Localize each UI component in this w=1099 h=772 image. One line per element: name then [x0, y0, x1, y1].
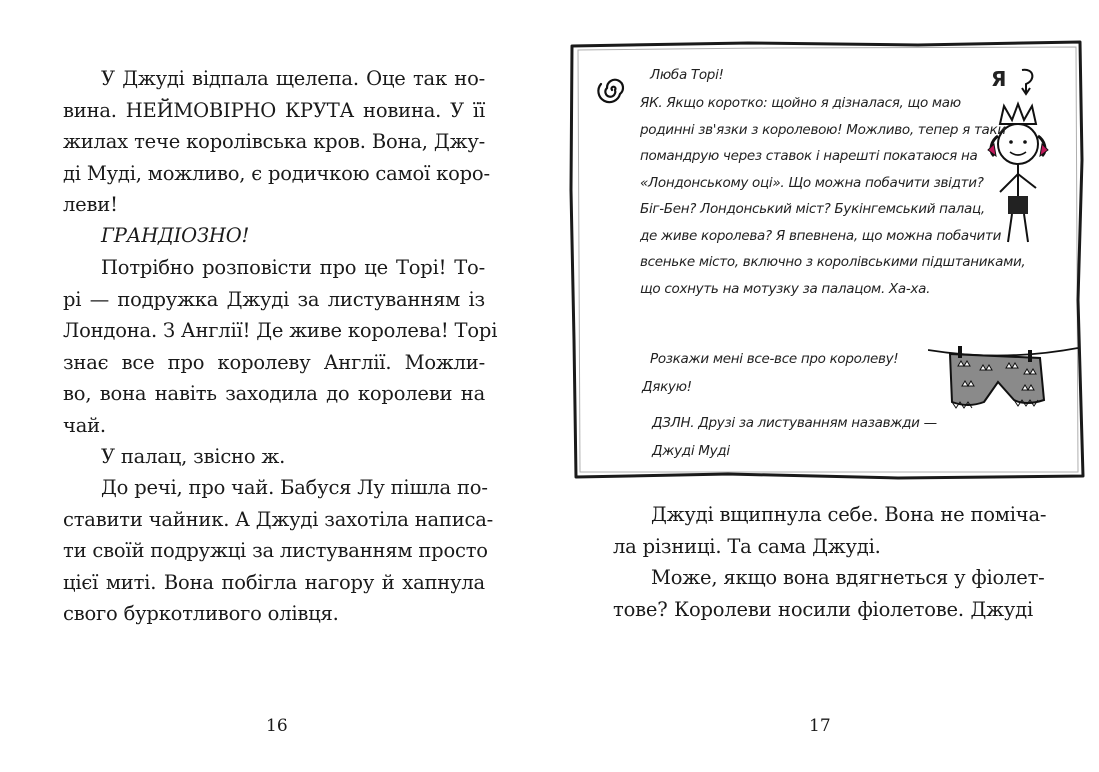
paragraph-2 [101, 220, 485, 252]
text-line: ставити чайник. А Джуді захотіла написа- [63, 507, 494, 531]
text-line: ла різниці. Та сама Джуді. [613, 534, 881, 558]
text-line: цієї миті. Вона побігла нагору й хапнула [63, 570, 485, 594]
corner-mark: Я [991, 67, 1007, 91]
text-line: У палац, звісно ж. [101, 445, 286, 468]
text-line: ГРАНДІОЗНО! [101, 224, 250, 247]
letter-line: родинні зв'язки з королевою! Можливо, тепер я таки [640, 121, 1006, 138]
paragraph-5 [63, 472, 494, 630]
letter-line: помандрую через ставок і нарешті покатаюся на [640, 148, 978, 164]
text-line: во, вона навіть заходила до королеви на [63, 382, 485, 405]
letter-line: що сохнуть на мотузку за палацом. Ха-ха. [640, 280, 931, 297]
paragraph-6 [613, 499, 1047, 562]
text-line: леви! [63, 193, 118, 216]
left-page [0, 0, 549, 772]
text-line: Лондона. З Англії! Де живе королева! Торі [63, 319, 498, 342]
right-page [549, 0, 1099, 772]
text-line: жилах тече королівська кров. Вона, Джу- [63, 130, 485, 153]
text-line: Потрібно розповісти про це Торі! То- [101, 256, 485, 279]
paragraph-1 [63, 63, 490, 221]
text-line: чай. [63, 413, 106, 437]
text-line: Джуді вщипнула себе. Вона не поміча- [651, 503, 1047, 526]
text-line: рі — подружка Джуді за листуванням із [63, 287, 485, 311]
letter-line: де живе королева? Я впевнена, що можна побачити [640, 227, 1002, 244]
letter-thanks: Дякую! [642, 379, 692, 395]
text-line: тове? Королеви носили фіолетове. Джуді [613, 597, 1033, 621]
text-line: ді Муді, можливо, є родичкою самої коро- [63, 161, 490, 185]
letter-line: всеньке місто, включно з королівськими підштаниками, [640, 254, 1026, 270]
letter-line: «Лондонському оці». Що можна побачити звідти? [640, 174, 984, 191]
text-line: вина. НЕЙМОВІРНО КРУТА новина. У її [63, 98, 485, 122]
letter-signature: Джуді Муді [652, 443, 730, 459]
text-line: До речі, про чай. Бабуся Лу пішла по- [101, 476, 488, 499]
paragraph-3 [63, 252, 498, 441]
text-line: Може, якщо вона вдягнеться у фіолет- [651, 566, 1045, 589]
paragraph-4 [101, 441, 485, 473]
page-number: 17 [809, 716, 831, 736]
text-line: ти своїй подружці за листуванням просто [63, 539, 488, 562]
paragraph-7 [613, 562, 1045, 625]
text-line: свого буркотливого олівця. [63, 602, 339, 625]
page-number: 16 [266, 716, 288, 736]
text-line: знає все про королеву Англії. Можли- [63, 350, 485, 374]
letter-postscript: ДЗЛН. Друзі за листуванням назавжди — [652, 415, 937, 431]
letter-request: Розкажи мені все-все про королеву! [650, 351, 899, 367]
letter-greeting: Люба Торі! [650, 67, 724, 83]
letter-line: ЯК. Якщо коротко: щойно я дізналася, що маю [640, 95, 961, 111]
letter-line: Біг-Бен? Лондонський міст? Букінгемський палац, [640, 201, 985, 217]
text-line: У Джуді відпала щелепа. Оце так но- [101, 67, 485, 90]
